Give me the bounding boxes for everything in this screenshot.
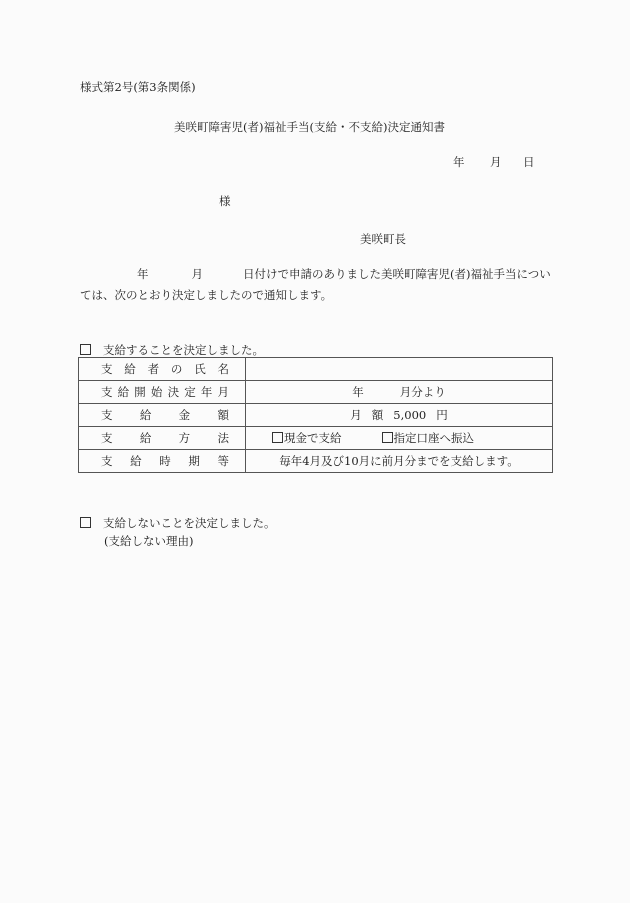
deny-option xyxy=(80,517,276,530)
payment-method-label: 支給方法 xyxy=(79,427,246,450)
application-month-label: 月 xyxy=(191,267,203,281)
approve-label: 支給することを決定しました。 xyxy=(103,343,264,357)
document-title: 美咲町障害児(者)福祉手当(支給・不支給)決定通知書 xyxy=(174,120,445,134)
payment-amount-value xyxy=(246,404,553,427)
approve-checkbox[interactable] xyxy=(80,344,91,355)
payment-details-table xyxy=(78,357,553,473)
cash-checkbox[interactable] xyxy=(272,432,283,443)
start-month-label: 支給開始決定年月 xyxy=(79,381,246,404)
table-row xyxy=(79,427,553,450)
start-month-field[interactable] xyxy=(246,381,553,404)
deny-checkbox[interactable] xyxy=(80,517,91,528)
deny-reason-label: (支給しない理由) xyxy=(104,534,194,548)
bank-transfer-option-label: 指定口座へ振込 xyxy=(393,431,474,445)
amount-word: 額 xyxy=(371,408,384,422)
body-text-line-1 xyxy=(80,269,551,281)
amount-unit: 円 xyxy=(436,408,448,422)
cash-option-label: 現金で支給 xyxy=(284,431,342,445)
bank-transfer-checkbox[interactable] xyxy=(382,432,393,443)
table-row xyxy=(79,381,553,404)
application-year-label: 年 xyxy=(137,267,149,281)
monthly-prefix: 月 xyxy=(350,408,362,422)
start-year-unit: 年 xyxy=(352,385,364,399)
date-day-label: 日 xyxy=(523,155,535,169)
body-text-rest: 日付けで申請のありました美咲町障害児(者)福祉手当につい xyxy=(243,267,551,281)
date-month-label: 月 xyxy=(490,155,502,169)
table-row xyxy=(79,358,553,381)
payment-timing-value: 毎年4月及び10月に前月分までを支給します。 xyxy=(246,450,553,473)
date-year-label: 年 xyxy=(453,155,465,169)
recipient-name-field[interactable] xyxy=(246,358,553,381)
payment-amount-label: 支給金額 xyxy=(79,404,246,427)
issuer-name: 美咲町長 xyxy=(360,232,406,246)
recipient-name-label: 支給者の氏名 xyxy=(79,358,246,381)
deny-label: 支給しないことを決定しました。 xyxy=(103,516,276,530)
amount-number: 5,000 xyxy=(393,408,427,422)
payment-timing-label: 支給時期等 xyxy=(79,450,246,473)
body-text-line-2: ては、次のとおり決定しましたので通知します。 xyxy=(80,288,333,302)
table-row xyxy=(79,404,553,427)
table-row xyxy=(79,450,553,473)
form-number: 様式第2号(第3条関係) xyxy=(80,80,196,94)
recipient-honorific: 様 xyxy=(219,194,231,208)
start-month-unit: 月分より xyxy=(399,385,446,399)
payment-method-options xyxy=(246,427,553,450)
approve-option xyxy=(80,344,264,357)
